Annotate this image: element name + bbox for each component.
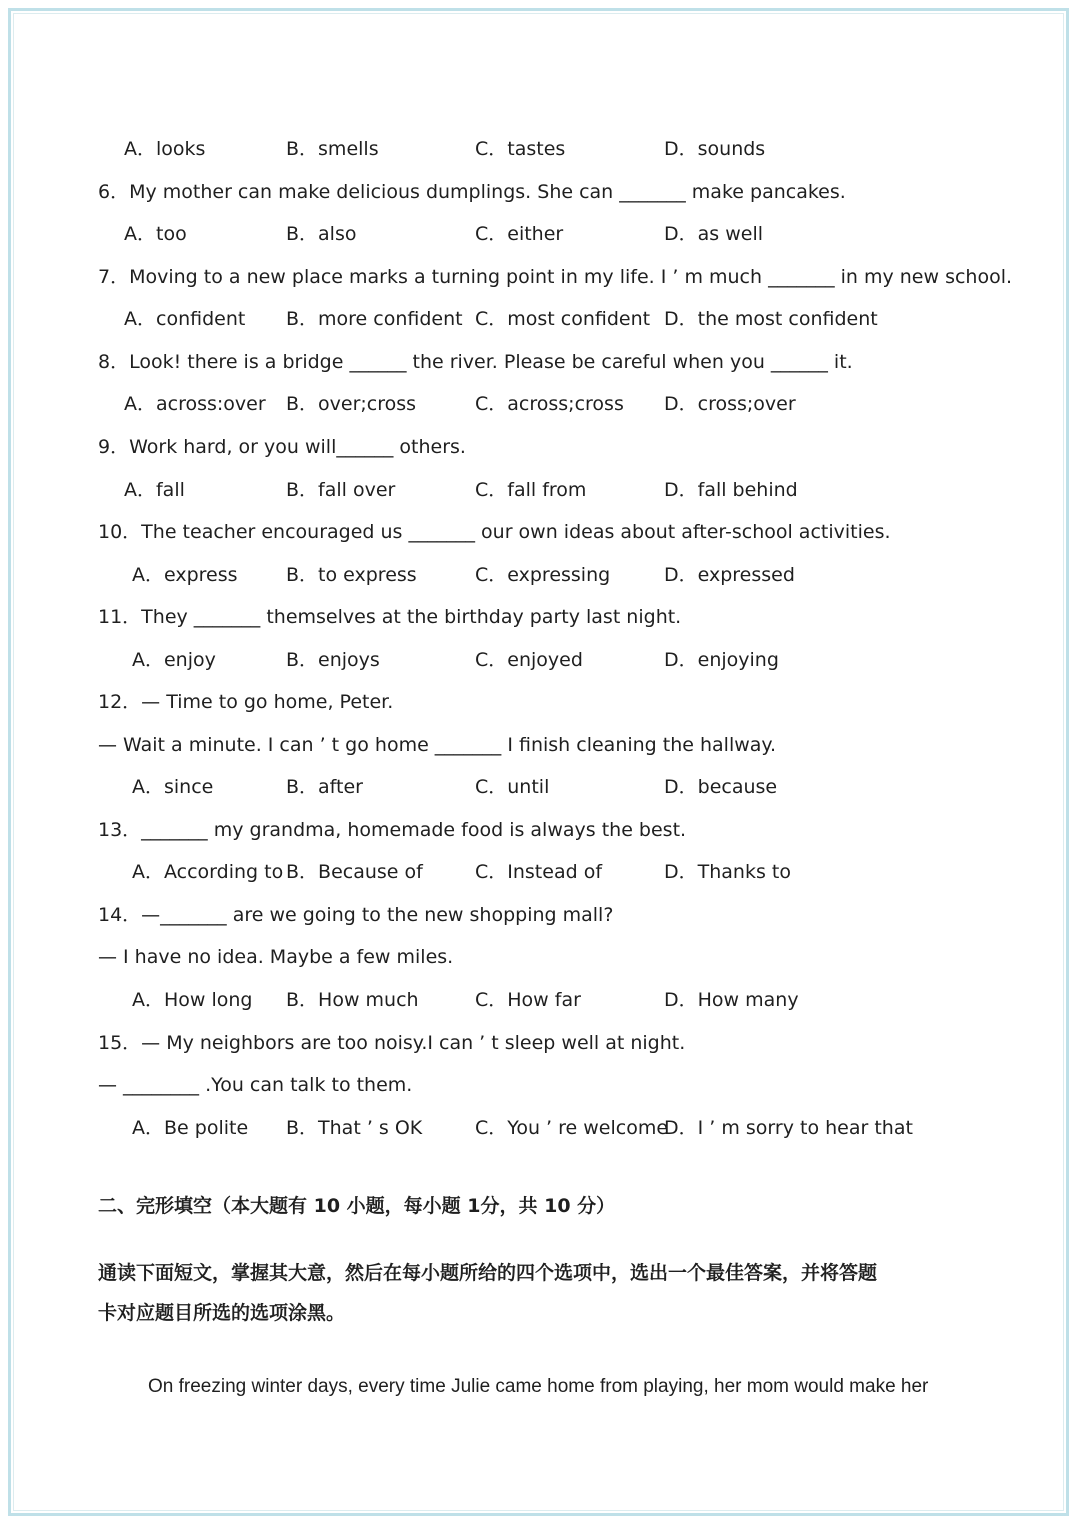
q12-option-a: A．since (132, 776, 214, 798)
q15-option-d: D．I ’ m sorry to hear that (664, 1117, 913, 1139)
q12-option-d: D．because (664, 776, 778, 798)
q6-stem: 6．My mother can make delicious dumplings. She can _______ make pancakes. (98, 181, 846, 203)
q9-options (0, 478, 1080, 502)
q9-option-b: B．fall over (286, 479, 396, 501)
q15-options (0, 1116, 1080, 1140)
q14-option-a: A．How long (132, 989, 253, 1011)
q6-option-a: A．too (124, 223, 187, 245)
q7-option-c: C．most confident (475, 308, 651, 330)
q15-option-a: A．Be polite (132, 1117, 249, 1139)
q10-stem: 10．The teacher encouraged us _______ our own ideas about after-school activities. (98, 521, 891, 543)
q5-option-d: D．sounds (664, 138, 766, 160)
q13-option-b: B．Because of (286, 861, 423, 883)
q12-options (0, 775, 1080, 799)
q11-stem: 11．They _______ themselves at the birthday party last night. (98, 606, 682, 628)
q13-options (0, 860, 1080, 884)
q15-option-b: B．That ’ s OK (286, 1117, 423, 1139)
q6-option-c: C．either (475, 223, 564, 245)
q15-stem: 15．— My neighbors are too noisy.I can ’ t sleep well at night. (98, 1032, 686, 1054)
q7-option-d: D．the most confident (664, 308, 878, 330)
q7-stem: 7．Moving to a new place marks a turning point in my life. I ’ m much _______ in my new school. (98, 266, 1013, 288)
q11-option-c: C．enjoyed (475, 649, 583, 671)
q10-option-d: D．expressed (664, 564, 795, 586)
q14-option-d: D．How many (664, 989, 799, 1011)
section-instruction-line2: 卡对应题目所选的选项涂黑。 (98, 1302, 346, 1324)
q8-option-d: D．cross;over (664, 393, 796, 415)
q15-option-c: C．You ’ re welcome (475, 1117, 669, 1139)
q13-stem: 13．_______ my grandma, homemade food is always the best. (98, 819, 687, 841)
q8-option-a: A．across:over (124, 393, 266, 415)
q12-option-c: C．until (475, 776, 550, 798)
q11-option-a: A．enjoy (132, 649, 216, 671)
q10-options (0, 563, 1080, 587)
section-heading: 二、完形填空（本大题有 10 小题，每小题 1分，共 10 分） (98, 1195, 616, 1217)
q10-option-a: A．express (132, 564, 238, 586)
q6-options (0, 222, 1080, 246)
q10-option-c: C．expressing (475, 564, 611, 586)
q14-options (0, 988, 1080, 1012)
q7-option-a: A．confident (124, 308, 246, 330)
q5-options (0, 137, 1080, 161)
q9-option-a: A．fall (124, 479, 185, 501)
q8-option-c: C．across;cross (475, 393, 624, 415)
q12-option-b: B．after (286, 776, 363, 798)
q14-option-c: C．How far (475, 989, 581, 1011)
q8-options (0, 392, 1080, 416)
section-instruction-line1: 通读下面短文，掌握其大意，然后在每小题所给的四个选项中，选出一个最佳答案，并将答题 (98, 1262, 878, 1284)
q13-option-c: C．Instead of (475, 861, 603, 883)
q7-option-b: B．more confident (286, 308, 463, 330)
q8-option-b: B．over;cross (286, 393, 417, 415)
q12-stem: 12．— Time to go home, Peter. (98, 691, 394, 713)
q5-option-b: B．smells (286, 138, 379, 160)
q5-option-a: A．looks (124, 138, 206, 160)
q14-option-b: B．How much (286, 989, 419, 1011)
q14-stem: 14．—_______ are we going to the new shopping mall? (98, 904, 614, 926)
q11-option-b: B．enjoys (286, 649, 380, 671)
q9-stem: 9．Work hard, or you will______ others. (98, 436, 466, 458)
q7-options (0, 307, 1080, 331)
q15-stem-reply: — ________ .You can talk to them. (98, 1074, 413, 1096)
q13-option-d: D．Thanks to (664, 861, 791, 883)
passage-line: On freezing winter days, every time Julie came home from playing, her mom would make her (148, 1376, 929, 1397)
q8-stem: 8．Look! there is a bridge ______ the river. Please be careful when you ______ it. (98, 351, 853, 373)
q14-stem-reply: — I have no idea. Maybe a few miles. (98, 946, 454, 968)
q9-option-c: C．fall from (475, 479, 587, 501)
q6-option-d: D．as well (664, 223, 763, 245)
q6-option-b: B．also (286, 223, 357, 245)
q12-stem-reply: — Wait a minute. I can ’ t go home _______ I finish cleaning the hallway. (98, 734, 776, 756)
q5-option-c: C．tastes (475, 138, 566, 160)
q11-options (0, 648, 1080, 672)
q10-option-b: B．to express (286, 564, 417, 586)
q9-option-d: D．fall behind (664, 479, 798, 501)
q11-option-d: D．enjoying (664, 649, 779, 671)
q13-option-a: A．According to (132, 861, 284, 883)
